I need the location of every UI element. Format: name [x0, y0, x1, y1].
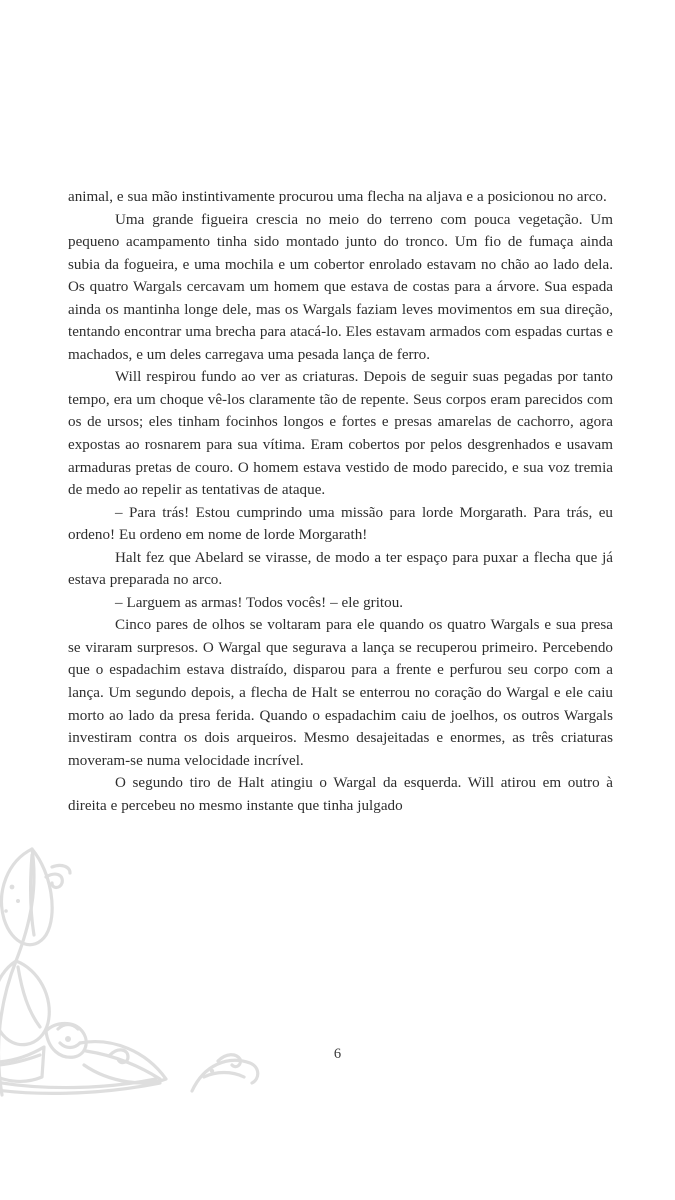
- paragraph: Uma grande figueira crescia no meio do terreno com pouca vegetação. Um pequeno acampamento tinha sido montado junto do tronco. Um fio de fumaça ainda subia da fogueira, e uma mochila e um cobertor enrolado estavam no chão ao lado dela. Os quatro Wargals cercavam um homem que estava de costas para a árvore. Sua espada ainda os mantinha longe dele, mas os Wargals faziam leves movimentos em sua direção, tentando encontrar uma brecha para atacá-lo. Eles estavam armados com espadas curtas e machados, e um deles carregava uma pesada lança de ferro.: [68, 211, 613, 363]
- body-text-column: [68, 186, 613, 817]
- paragraph: O segundo tiro de Halt atingiu o Wargal da esquerda. Will atirou em outro à direita e percebeu no mesmo instante que tinha julgado: [68, 775, 613, 814]
- paragraph: animal, e sua mão instintivamente procurou uma flecha na aljava e a posicionou no arco.: [68, 189, 607, 205]
- paragraph: Will respirou fundo ao ver as criaturas. Depois de seguir suas pegadas por tanto tempo, era um choque vê-los claramente tão de repente. Seus corpos eram parecidos com os de ursos; eles tinham focinhos longos e fortes e presas amarelas de cachorro, agora expostas ao rosnarem para sua vítima. Eram cobertos por pelos desgrenhados e usavam armaduras pretas de couro. O homem estava vestido de modo parecido, e sua voz tremia de medo ao repelir as tentativas de ataque.: [68, 369, 613, 499]
- page-number: 6: [333, 1046, 342, 1062]
- paragraph: Cinco pares de olhos se voltaram para ele quando os quatro Wargals e sua presa se viraram surpresos. O Wargal que segurava a lança se recuperou primeiro. Percebendo que o espadachim estava distraído, disparou para a frente e perfurou seu corpo com a lança. Um segundo depois, a flecha de Halt se enterrou no coração do Wargal e ele caiu morto ao lado da presa ferida. Quando o espadachim caiu de joelhos, os outros Wargals investiram contra os dois arqueiros. Mesmo desajeitadas e enormes, as três criaturas moveram-se numa velocidade incrível.: [68, 617, 613, 769]
- paragraph: Halt fez que Abelard se virasse, de modo a ter espaço para puxar a flecha que já estava preparada no arco.: [68, 549, 613, 589]
- paragraph-dialogue: – Para trás! Estou cumprindo uma missão para lorde Morgarath. Para trás, eu ordeno! Eu ordeno em nome de lorde Morgarath!: [68, 504, 613, 544]
- paragraph-dialogue: – Larguem as armas! Todos vocês! – ele gritou.: [115, 594, 404, 611]
